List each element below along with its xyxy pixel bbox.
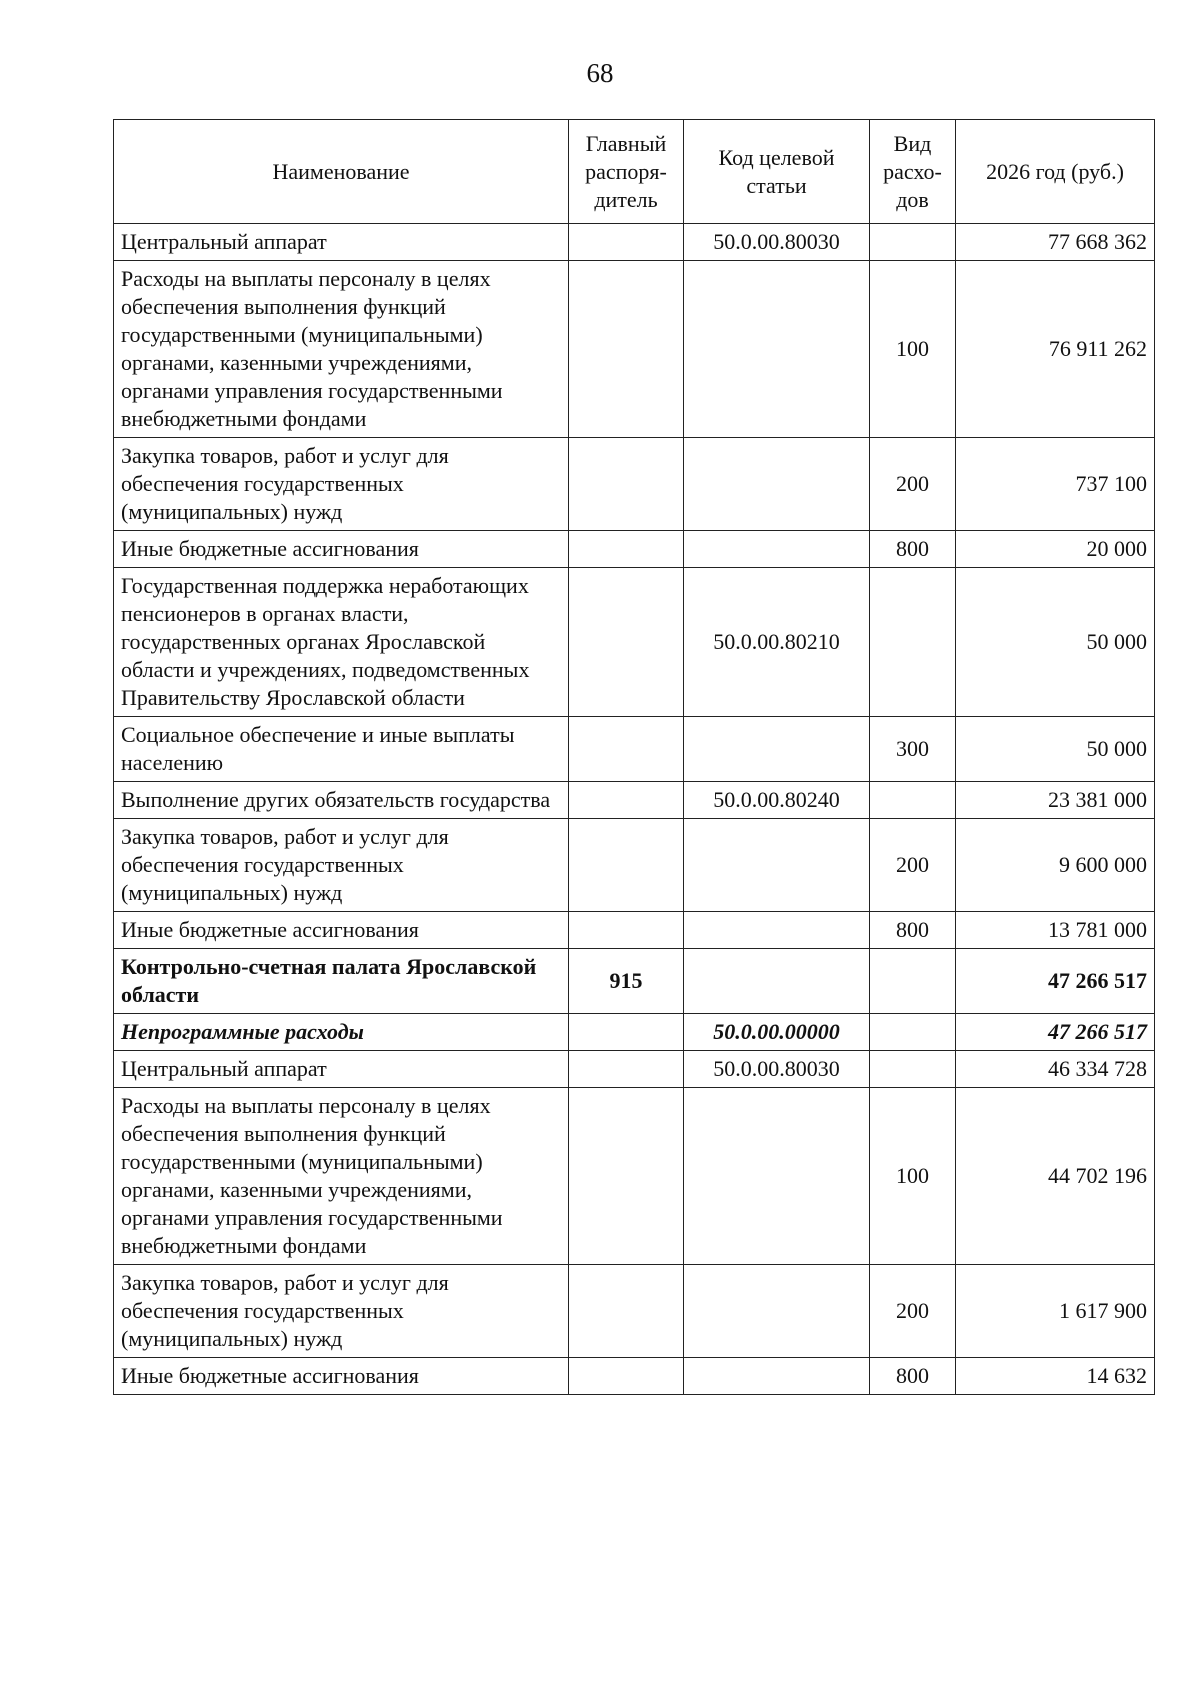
cell-target-code	[684, 1358, 870, 1395]
table-row	[114, 949, 1155, 1014]
cell-target-code	[684, 1088, 870, 1265]
budget-table	[113, 119, 1155, 1395]
table-row	[114, 717, 1155, 782]
table-header-row	[114, 120, 1155, 224]
cell-target-code: 50.0.00.80240	[684, 782, 870, 819]
cell-expense-type	[870, 1014, 956, 1051]
cell-name: Расходы на выплаты персоналу в целях обеспечения выполнения функций государственными (муниципальными) органами, казенными учреждениями, органами управления государственными внебюджетными фондами	[114, 261, 569, 438]
table-row	[114, 1051, 1155, 1088]
cell-expense-type: 300	[870, 717, 956, 782]
cell-name: Закупка товаров, работ и услуг для обеспечения государственных (муниципальных) нужд	[114, 438, 569, 531]
table-row	[114, 1088, 1155, 1265]
cell-target-code	[684, 912, 870, 949]
cell-chief-manager	[569, 717, 684, 782]
cell-expense-type: 200	[870, 438, 956, 531]
cell-amount: 44 702 196	[956, 1088, 1155, 1265]
cell-chief-manager	[569, 782, 684, 819]
cell-amount: 47 266 517	[956, 949, 1155, 1014]
table-row	[114, 1358, 1155, 1395]
cell-name: Социальное обеспечение и иные выплаты населению	[114, 717, 569, 782]
cell-expense-type	[870, 224, 956, 261]
cell-amount: 50 000	[956, 717, 1155, 782]
cell-target-code: 50.0.00.80210	[684, 568, 870, 717]
cell-target-code	[684, 717, 870, 782]
page-number: 68	[586, 58, 614, 88]
cell-expense-type	[870, 1051, 956, 1088]
cell-name: Иные бюджетные ассигнования	[114, 1358, 569, 1395]
cell-name: Центральный аппарат	[114, 224, 569, 261]
cell-chief-manager	[569, 224, 684, 261]
cell-chief-manager	[569, 568, 684, 717]
cell-expense-type	[870, 949, 956, 1014]
cell-chief-manager	[569, 438, 684, 531]
cell-chief-manager	[569, 912, 684, 949]
table-row	[114, 1014, 1155, 1051]
header-amount-2026: 2026 год (руб.)	[956, 120, 1155, 224]
cell-chief-manager	[569, 1014, 684, 1051]
table-row	[114, 531, 1155, 568]
cell-name: Государственная поддержка неработающих пенсионеров в органах власти, государственных органах Ярославской области и учреждениях, подведомственных Правительству Ярославской области	[114, 568, 569, 717]
header-name: Наименование	[114, 120, 569, 224]
table-row	[114, 1265, 1155, 1358]
table-row	[114, 912, 1155, 949]
cell-chief-manager	[569, 819, 684, 912]
cell-name: Выполнение других обязательств государства	[114, 782, 569, 819]
cell-amount: 13 781 000	[956, 912, 1155, 949]
cell-name: Закупка товаров, работ и услуг для обеспечения государственных (муниципальных) нужд	[114, 1265, 569, 1358]
cell-target-code: 50.0.00.80030	[684, 224, 870, 261]
cell-expense-type: 200	[870, 819, 956, 912]
cell-amount: 737 100	[956, 438, 1155, 531]
table-row	[114, 568, 1155, 717]
table-row	[114, 224, 1155, 261]
cell-name: Центральный аппарат	[114, 1051, 569, 1088]
table-row	[114, 438, 1155, 531]
cell-name: Непрограммные расходы	[114, 1014, 569, 1051]
cell-expense-type: 800	[870, 1358, 956, 1395]
cell-chief-manager	[569, 1358, 684, 1395]
header-target-code: Код целевой статьи	[684, 120, 870, 224]
cell-target-code	[684, 261, 870, 438]
cell-expense-type: 100	[870, 261, 956, 438]
cell-amount: 77 668 362	[956, 224, 1155, 261]
cell-name: Иные бюджетные ассигнования	[114, 912, 569, 949]
cell-amount: 50 000	[956, 568, 1155, 717]
header-expense-type: Вид расхо-дов	[870, 120, 956, 224]
cell-target-code	[684, 949, 870, 1014]
cell-chief-manager	[569, 1088, 684, 1265]
cell-amount: 47 266 517	[956, 1014, 1155, 1051]
cell-chief-manager	[569, 1051, 684, 1088]
cell-name: Расходы на выплаты персоналу в целях обеспечения выполнения функций государственными (муниципальными) органами, казенными учреждениями, органами управления государственными внебюджетными фондами	[114, 1088, 569, 1265]
cell-amount: 76 911 262	[956, 261, 1155, 438]
cell-name: Иные бюджетные ассигнования	[114, 531, 569, 568]
cell-name: Контрольно-счетная палата Ярославской области	[114, 949, 569, 1014]
cell-expense-type: 200	[870, 1265, 956, 1358]
cell-expense-type: 800	[870, 531, 956, 568]
cell-expense-type: 100	[870, 1088, 956, 1265]
header-chief-manager: Главный распоря-дитель	[569, 120, 684, 224]
cell-name: Закупка товаров, работ и услуг для обеспечения государственных (муниципальных) нужд	[114, 819, 569, 912]
cell-amount: 9 600 000	[956, 819, 1155, 912]
cell-amount: 23 381 000	[956, 782, 1155, 819]
cell-expense-type: 800	[870, 912, 956, 949]
table-row	[114, 261, 1155, 438]
cell-amount: 20 000	[956, 531, 1155, 568]
cell-expense-type	[870, 568, 956, 717]
cell-expense-type	[870, 782, 956, 819]
table-row	[114, 819, 1155, 912]
cell-amount: 46 334 728	[956, 1051, 1155, 1088]
cell-chief-manager	[569, 531, 684, 568]
table-row	[114, 782, 1155, 819]
cell-chief-manager: 915	[569, 949, 684, 1014]
cell-target-code: 50.0.00.00000	[684, 1014, 870, 1051]
cell-target-code	[684, 1265, 870, 1358]
cell-chief-manager	[569, 1265, 684, 1358]
cell-target-code	[684, 819, 870, 912]
cell-target-code	[684, 438, 870, 531]
cell-chief-manager	[569, 261, 684, 438]
cell-amount: 14 632	[956, 1358, 1155, 1395]
cell-target-code: 50.0.00.80030	[684, 1051, 870, 1088]
cell-target-code	[684, 531, 870, 568]
cell-amount: 1 617 900	[956, 1265, 1155, 1358]
